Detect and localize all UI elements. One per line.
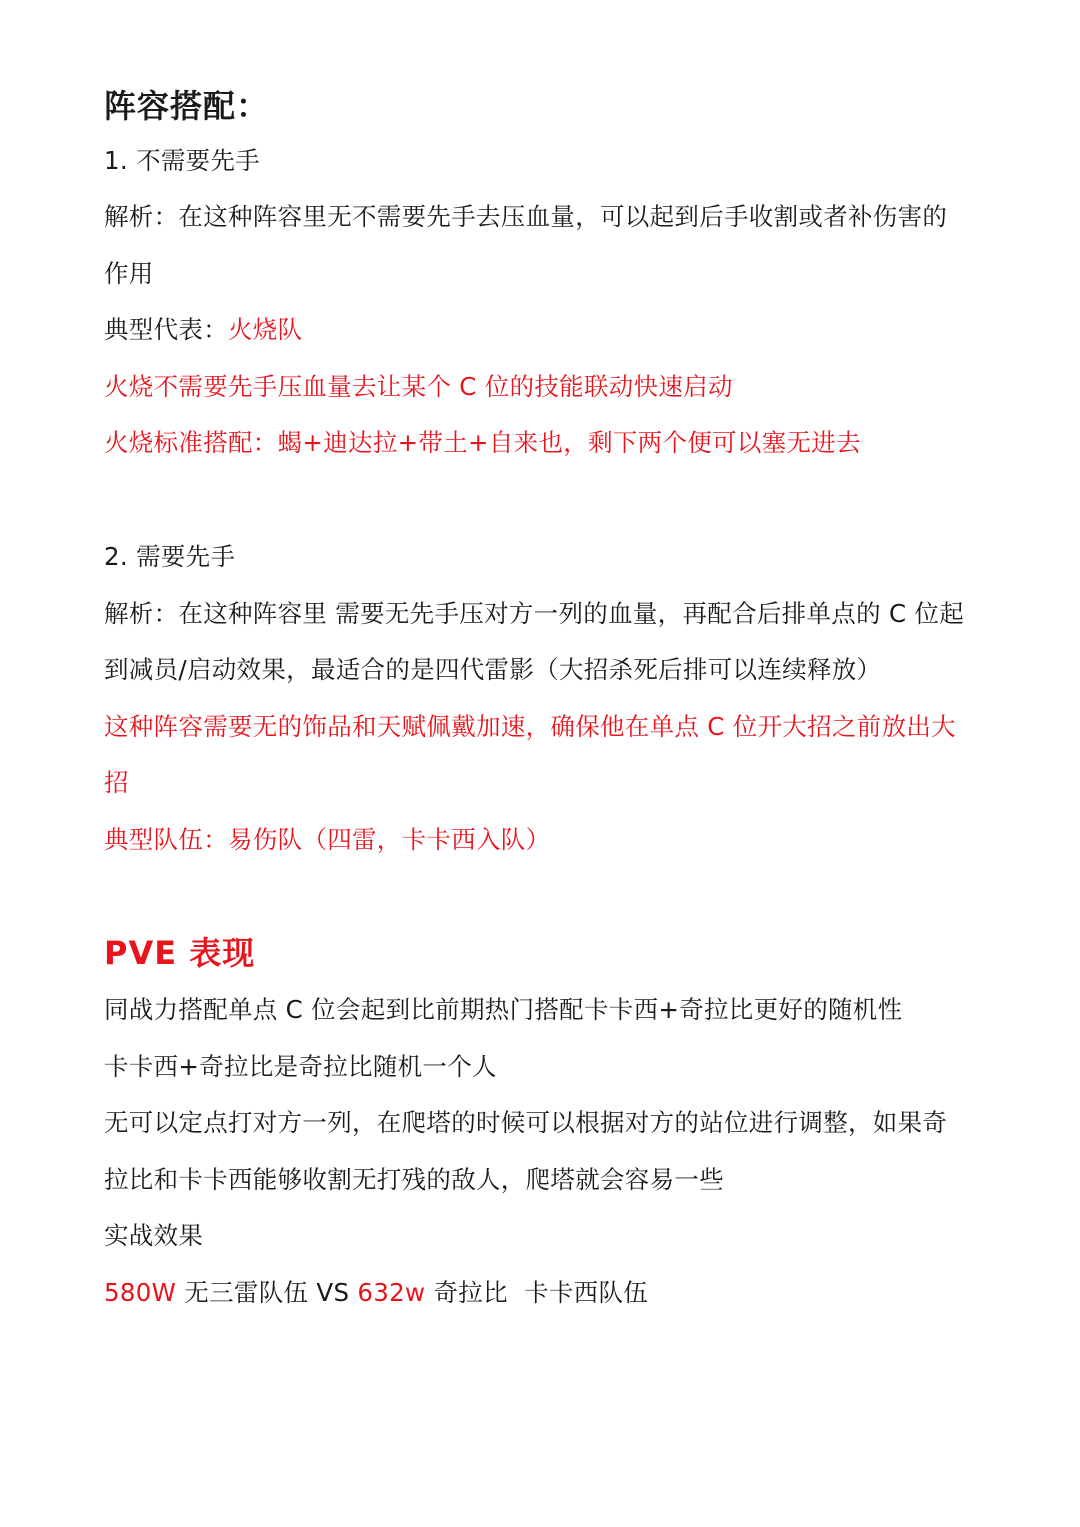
item1-heading: 1. 不需要先手	[104, 146, 261, 175]
example-value: 火烧队	[228, 315, 303, 344]
pve-result	[104, 1276, 648, 1310]
result-power2: 632w	[357, 1278, 426, 1307]
pve-line5: 实战效果	[104, 1221, 204, 1250]
section-title-pve: PVE 表现	[104, 934, 256, 972]
pve-line3: 无可以定点打对方一列，在爬塔的时候可以根据对方的站位进行调整，如果奇	[104, 1108, 948, 1137]
item2-note-line1: 这种阵容需要无的饰品和天赋佩戴加速，确保他在单点 C 位开大招之前放出大	[104, 712, 956, 741]
result-power1: 580W	[104, 1278, 177, 1307]
pve-line2: 卡卡西+奇拉比是奇拉比随机一个人	[104, 1052, 497, 1081]
item1-note2: 火烧标准搭配：蝎+迪达拉+带土+自来也，剩下两个便可以塞无进去	[104, 428, 861, 457]
item1-analysis-line1: 解析：在这种阵容里无不需要先手去压血量，可以起到后手收割或者补伤害的	[104, 202, 948, 231]
example-label: 典型代表：	[104, 315, 228, 344]
item2-analysis-line2: 到减员/启动效果，最适合的是四代雷影（大招杀死后排可以连续释放）	[104, 655, 882, 684]
item2-analysis-line1: 解析：在这种阵容里 需要无先手压对方一列的血量，再配合后排单点的 C 位起	[104, 599, 965, 628]
section-title-lineup: 阵容搭配：	[104, 87, 270, 125]
item1-note1: 火烧不需要先手压血量去让某个 C 位的技能联动快速启动	[104, 372, 733, 401]
result-team2: 奇拉比 卡卡西队伍	[425, 1278, 649, 1307]
item2-heading: 2. 需要先手	[104, 542, 236, 571]
result-vs: VS	[316, 1278, 358, 1307]
pve-line1: 同战力搭配单点 C 位会起到比前期热门搭配卡卡西+奇拉比更好的随机性	[104, 995, 903, 1024]
pve-line4: 拉比和卡卡西能够收割无打残的敌人，爬塔就会容易一些	[104, 1165, 724, 1194]
result-team1: 无三雷队伍	[176, 1278, 317, 1307]
item1-analysis-line2: 作用	[104, 259, 154, 288]
item2-note-line2: 招	[104, 768, 129, 797]
item2-team: 典型队伍：易伤队（四雷，卡卡西入队）	[104, 825, 551, 854]
item1-example	[104, 313, 302, 347]
